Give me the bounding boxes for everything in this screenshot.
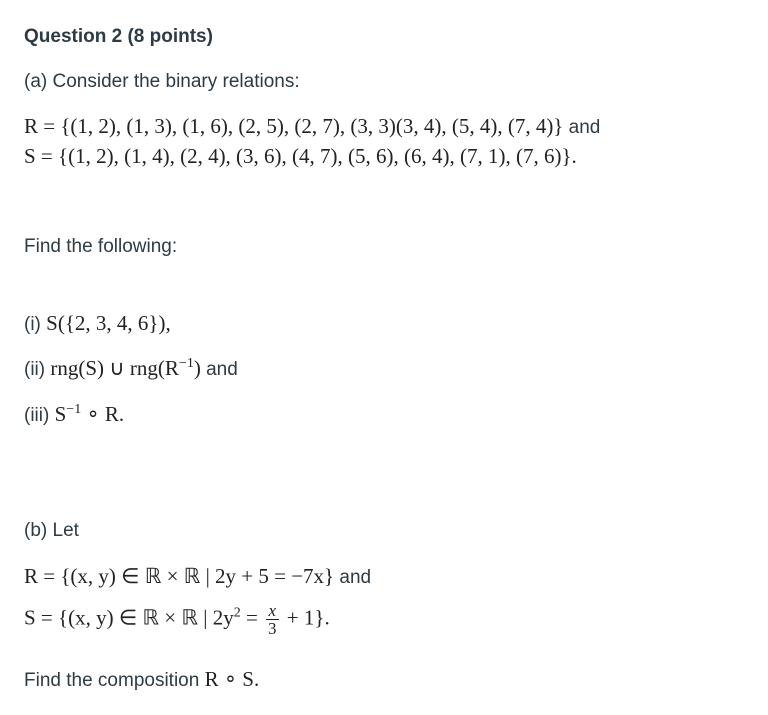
item-iii-label: (iii) (24, 405, 50, 426)
part-b-find (24, 667, 259, 692)
item-ii-expression-post: ) (193, 356, 201, 380)
relation-r-definition (24, 114, 600, 139)
item-iii-inverse-sup: −1 (66, 402, 82, 417)
fraction-denominator: 3 (268, 619, 277, 638)
part-b-relation-s (24, 602, 330, 637)
item-ii-suffix: and (206, 359, 238, 380)
item-ii-label: (ii) (24, 359, 46, 380)
item-ii-expression-pre: rng(S) ∪ rng(R (50, 356, 179, 380)
relation-s-definition: S = {(1, 2), (1, 4), (2, 4), (3, 6), (4, 7), (5, 6), (6, 4), (7, 1), (7, 6)}. (24, 144, 577, 168)
item-ii-expression (50, 356, 200, 380)
part-b-s-fraction (266, 602, 279, 637)
part-b-r-set: R = {(x, y) ∈ ℝ × ℝ | 2y + 5 = −7x} (24, 564, 335, 588)
part-b-s-pre: S = {(x, y) ∈ ℝ × ℝ | 2y (24, 605, 234, 630)
part-b-s-square: 2 (233, 605, 241, 621)
part-b-r-join: and (339, 567, 372, 588)
part-b-intro: (b) Let (24, 520, 79, 541)
question-title: Question 2 (8 points) (24, 26, 213, 47)
item-ii (24, 356, 238, 381)
item-i-label: (i) (24, 314, 41, 335)
part-b-find-text: Find the composition (24, 670, 200, 691)
item-iii-expression-pre: S (54, 402, 67, 426)
relation-r-set: R = {(1, 2), (1, 3), (1, 6), (2, 5), (2, 7), (3, 3)(3, 4), (5, 4), (7, 4)} (24, 114, 564, 138)
item-iii-expression-post: ∘ R. (81, 402, 125, 426)
part-b-relation-r (24, 564, 371, 589)
item-i (24, 311, 171, 336)
part-a-intro: (a) Consider the binary relations: (24, 71, 300, 92)
item-iii-expression (55, 402, 125, 426)
item-i-expression: S({2, 3, 4, 6}), (46, 311, 171, 335)
part-b-s-post: + 1}. (286, 605, 330, 630)
fraction-numerator: x (268, 601, 277, 620)
part-b-find-expression: R ∘ S. (204, 667, 260, 691)
find-following-text: Find the following: (24, 236, 178, 257)
relation-r-join: and (568, 117, 601, 138)
item-iii (24, 402, 124, 427)
item-ii-inverse-sup: −1 (178, 356, 194, 371)
part-b-s-equals: = (240, 605, 258, 630)
